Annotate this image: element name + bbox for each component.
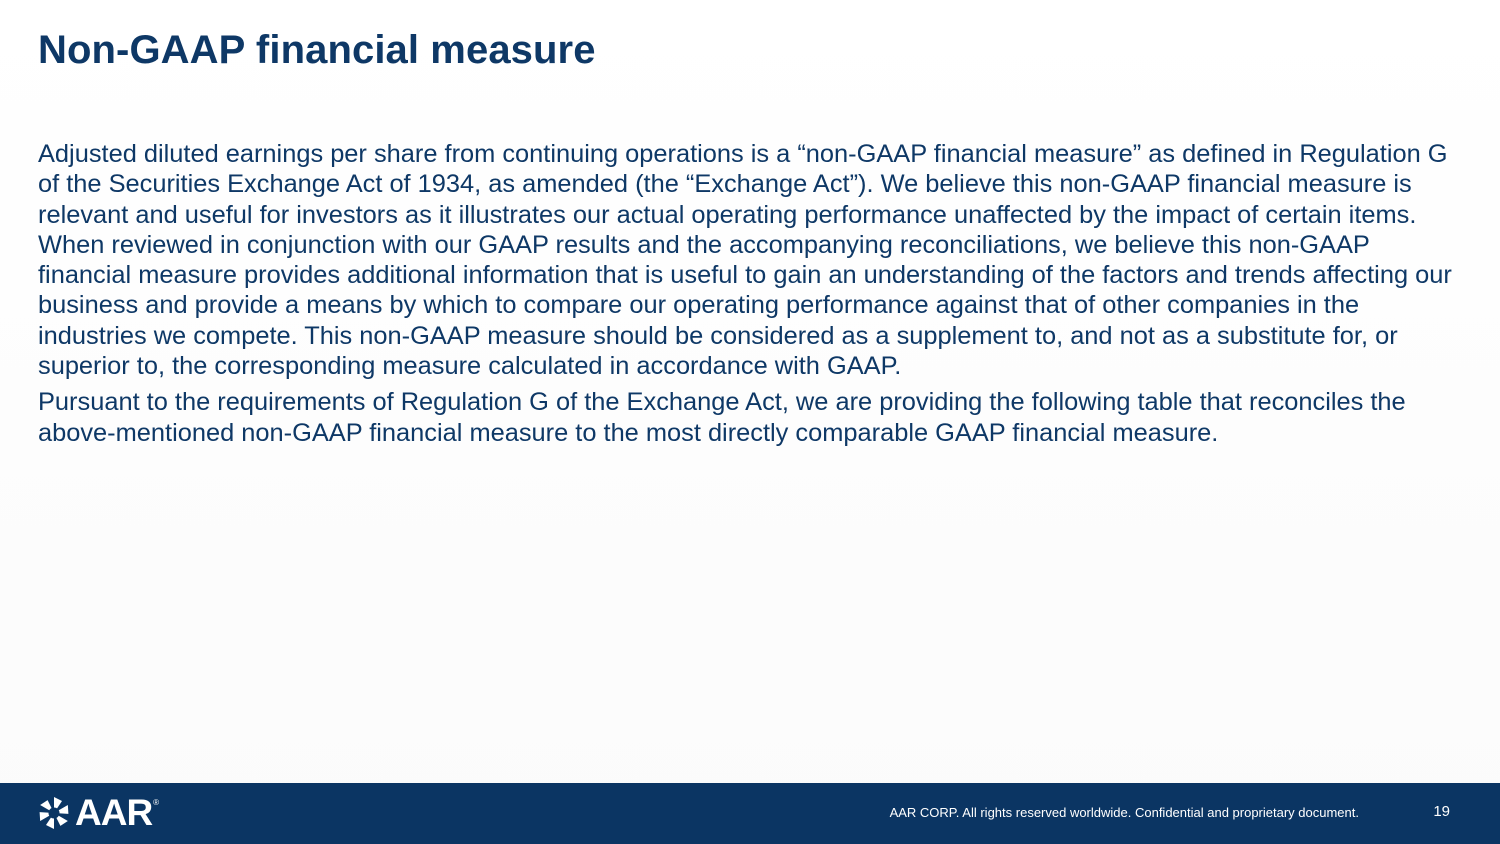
copyright-notice: AAR CORP. All rights reserved worldwide. Confidential and proprietary document. — [889, 805, 1359, 820]
registered-mark: ® — [153, 798, 160, 807]
aar-logo — [37, 792, 160, 833]
page-number: 19 — [1433, 803, 1450, 820]
aar-turbine-icon — [37, 796, 71, 830]
body-paragraph-2: Pursuant to the requirements of Regulation G of the Exchange Act, we are providing the following table that reconciles the above-mentioned non-GAAP financial measure to the most directly comparable GAAP financial measure. — [38, 388, 1406, 447]
body-paragraph-1: Adjusted diluted earnings per share from continuing operations is a “non-GAAP financial measure” as defined in Regulation G of the Securities Exchange Act of 1934, as amended (the “Exchange Act”). We believe this non-GAAP financial measure is relevant and useful for investors as it illustrates our actual operating performance unaffected by the impact of certain items. When reviewed in conjunction with our GAAP results and the accompanying reconciliations, we believe this non-GAAP financial measure provides additional information that is useful to gain an understanding of the factors and trends affecting our business and provide a means by which to compare our operating performance against that of other companies in the industries we compete. This non-GAAP measure should be considered as a supplement to, and not as a substitute for, or superior to, the corresponding measure calculated in accordance with GAAP. — [38, 140, 1452, 381]
logo-wordmark: AAR — [75, 792, 153, 833]
slide-body — [38, 139, 1468, 454]
page-title: Non-GAAP financial measure — [38, 28, 596, 72]
footer-bar — [0, 783, 1500, 844]
